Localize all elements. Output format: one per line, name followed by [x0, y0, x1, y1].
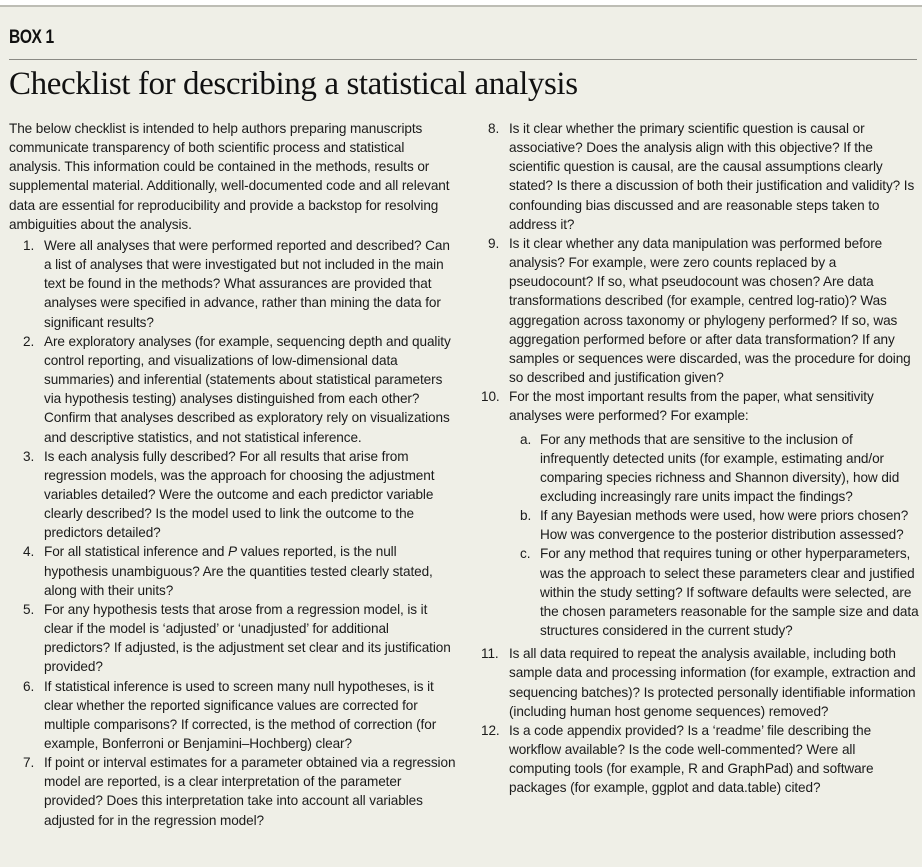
- item-text: Is a code appendix provided? Is a ‘readme’ file describing the workflow available? Is the code well-commented? Were all computing tools (for example, R and GraphPad) and software packages (for example, ggplot and data.table) cited?: [509, 722, 874, 796]
- item-text-before: For all statistical inference and: [44, 544, 228, 560]
- checklist-item-7: [9, 753, 457, 830]
- subitem-letter: a.: [520, 431, 532, 447]
- checklist-item-3: [9, 447, 457, 543]
- subitem-b: [509, 506, 920, 544]
- checklist-item-2: [9, 332, 457, 447]
- item-text: Are exploratory analyses (for example, sequencing depth and quality control reporting, and visualizations of low-dimensional data summaries) and inferential (statements about statistical parameters via hypothesis testing) analyses distinguished from each other? Confirm that analyses described as exploratory rely on visualizations and descriptive statistics, and not statistical inference.: [44, 333, 451, 445]
- item-number: 11.: [481, 646, 499, 662]
- subitem-letter: c.: [520, 546, 531, 562]
- subitem-text: For any methods that are sensitive to the inclusion of infrequently detected units (for example, estimating and/or comparing species richness and Shannon diversity), how did excluding increasingly rare units impact the findings?: [540, 431, 900, 504]
- checklist-item-9: [487, 234, 920, 387]
- box-label: BOX 1: [9, 27, 54, 48]
- checklist-item-11: [481, 644, 920, 721]
- item-text-italic: P: [227, 544, 237, 560]
- checklist-item-12: [481, 721, 920, 798]
- item-text: If point or interval estimates for a parameter obtained via a regression model are reported, is a clear interpretation of the parameter provided? Does this interpretation take into account all variables adjusted for in the regression model?: [44, 755, 456, 828]
- checklist-item-1: [9, 236, 457, 332]
- header-rule: [9, 59, 917, 60]
- sensitivity-sublist: [509, 430, 920, 641]
- item-text: Were all analyses that were performed reported and described? Can a list of analyses that were investigated but not included in the main text be found in the methods? What assurances are provided that analyses were specified in advance, rather than mining the data for significant results?: [44, 237, 450, 330]
- item-number: 3.: [23, 448, 35, 464]
- item-text: Is all data required to repeat the analysis available, including both sample data and processing information (for example, extraction and sequencing batches)? Is protected personally identifiable information (including human host genome sequences) removed?: [509, 646, 916, 719]
- item-number: 6.: [23, 678, 35, 694]
- item-text: Is each analysis fully described? For all results that arise from regression models, was the approach for choosing the adjustment variables detailed? Were the outcome and each predictor variable clearly described? Is the model used to link the outcome to the predictors detailed?: [44, 448, 435, 541]
- checklist-right: [481, 119, 920, 797]
- item-number: 12.: [481, 722, 500, 738]
- checklist-item-4: [9, 542, 457, 599]
- checklist-item-6: [9, 677, 457, 754]
- item-text: For any hypothesis tests that arose from a regression model, is it clear if the model is ‘adjusted’ or ‘unadjusted’ for additional predictors? If adjusted, is the adjustment set clear and its justification provided?: [44, 601, 451, 675]
- item-text: If statistical inference is used to screen many null hypotheses, is it clear whether the reported significance values are corrected for multiple comparisons? If corrected, is the method of correction (for example, Bonferroni or Benjamini–Hochberg) clear?: [44, 678, 437, 751]
- left-column: [9, 119, 457, 830]
- item-text-after: values reported, is the null hypothesis unambiguous? Are the quantities tested clearly stated, along with their units?: [44, 544, 433, 598]
- checklist-left: [9, 236, 457, 830]
- item-number: 10.: [481, 389, 500, 405]
- item-number: 5.: [23, 601, 35, 617]
- item-text: For the most important results from the paper, what sensitivity analyses were performed? For example:: [509, 389, 874, 424]
- subitem-letter: b.: [520, 508, 532, 524]
- intro-paragraph: The below checklist is intended to help authors preparing manuscripts communicate transparency of both scientific process and statistical analysis. This information could be contained in the methods, results or supplemental material. Additionally, well-documented code and all relevant data are essential for reproducibility and provide a backstop for resolving ambiguities about the analysis.: [9, 121, 450, 232]
- item-number: 8.: [488, 121, 500, 136]
- item-number: 7.: [23, 755, 35, 771]
- item-text: Is it clear whether the primary scientific question is causal or associative? Does the analysis align with this objective? If the scientific question is causal, are the causal assumptions clearly stated? Is there a discussion of both their justification and validity? Is confounding bias discussed and are reasonable steps taken to address it?: [509, 121, 915, 232]
- subitem-text: If any Bayesian methods were used, how were priors chosen? How was convergence to the posterior distribution assessed?: [540, 508, 909, 543]
- item-number: 1.: [23, 237, 35, 253]
- checklist-item-10: [481, 387, 920, 644]
- checklist-item-5: [9, 600, 457, 677]
- right-column: [481, 119, 920, 797]
- item-number: 2.: [23, 333, 35, 349]
- box-title: Checklist for describing a statistical analysis: [9, 66, 578, 102]
- checklist-item-8: [487, 119, 920, 234]
- subitem-text: For any method that requires tuning or other hyperparameters, was the approach to select these parameters clear and justified within the study setting? If software defaults were selected, are the chosen parameters reasonable for the sample size and data structures considered in the current study?: [540, 546, 919, 639]
- item-number: 9.: [488, 235, 500, 251]
- subitem-c: [509, 544, 920, 640]
- item-text: Is it clear whether any data manipulation was performed before analysis? For example, were zero counts replaced by a pseudocount? If so, what pseudocount was chosen? Are data transformations described (for example, centred log-ratio)? Was aggregation across taxonomy or phylogeny performed? If so, was aggregation performed before or after data transformation? If any samples or sequences were discarded, was the procedure for doing so described and justification given?: [509, 235, 911, 386]
- subitem-a: [509, 430, 920, 507]
- item-number: 4.: [23, 544, 35, 560]
